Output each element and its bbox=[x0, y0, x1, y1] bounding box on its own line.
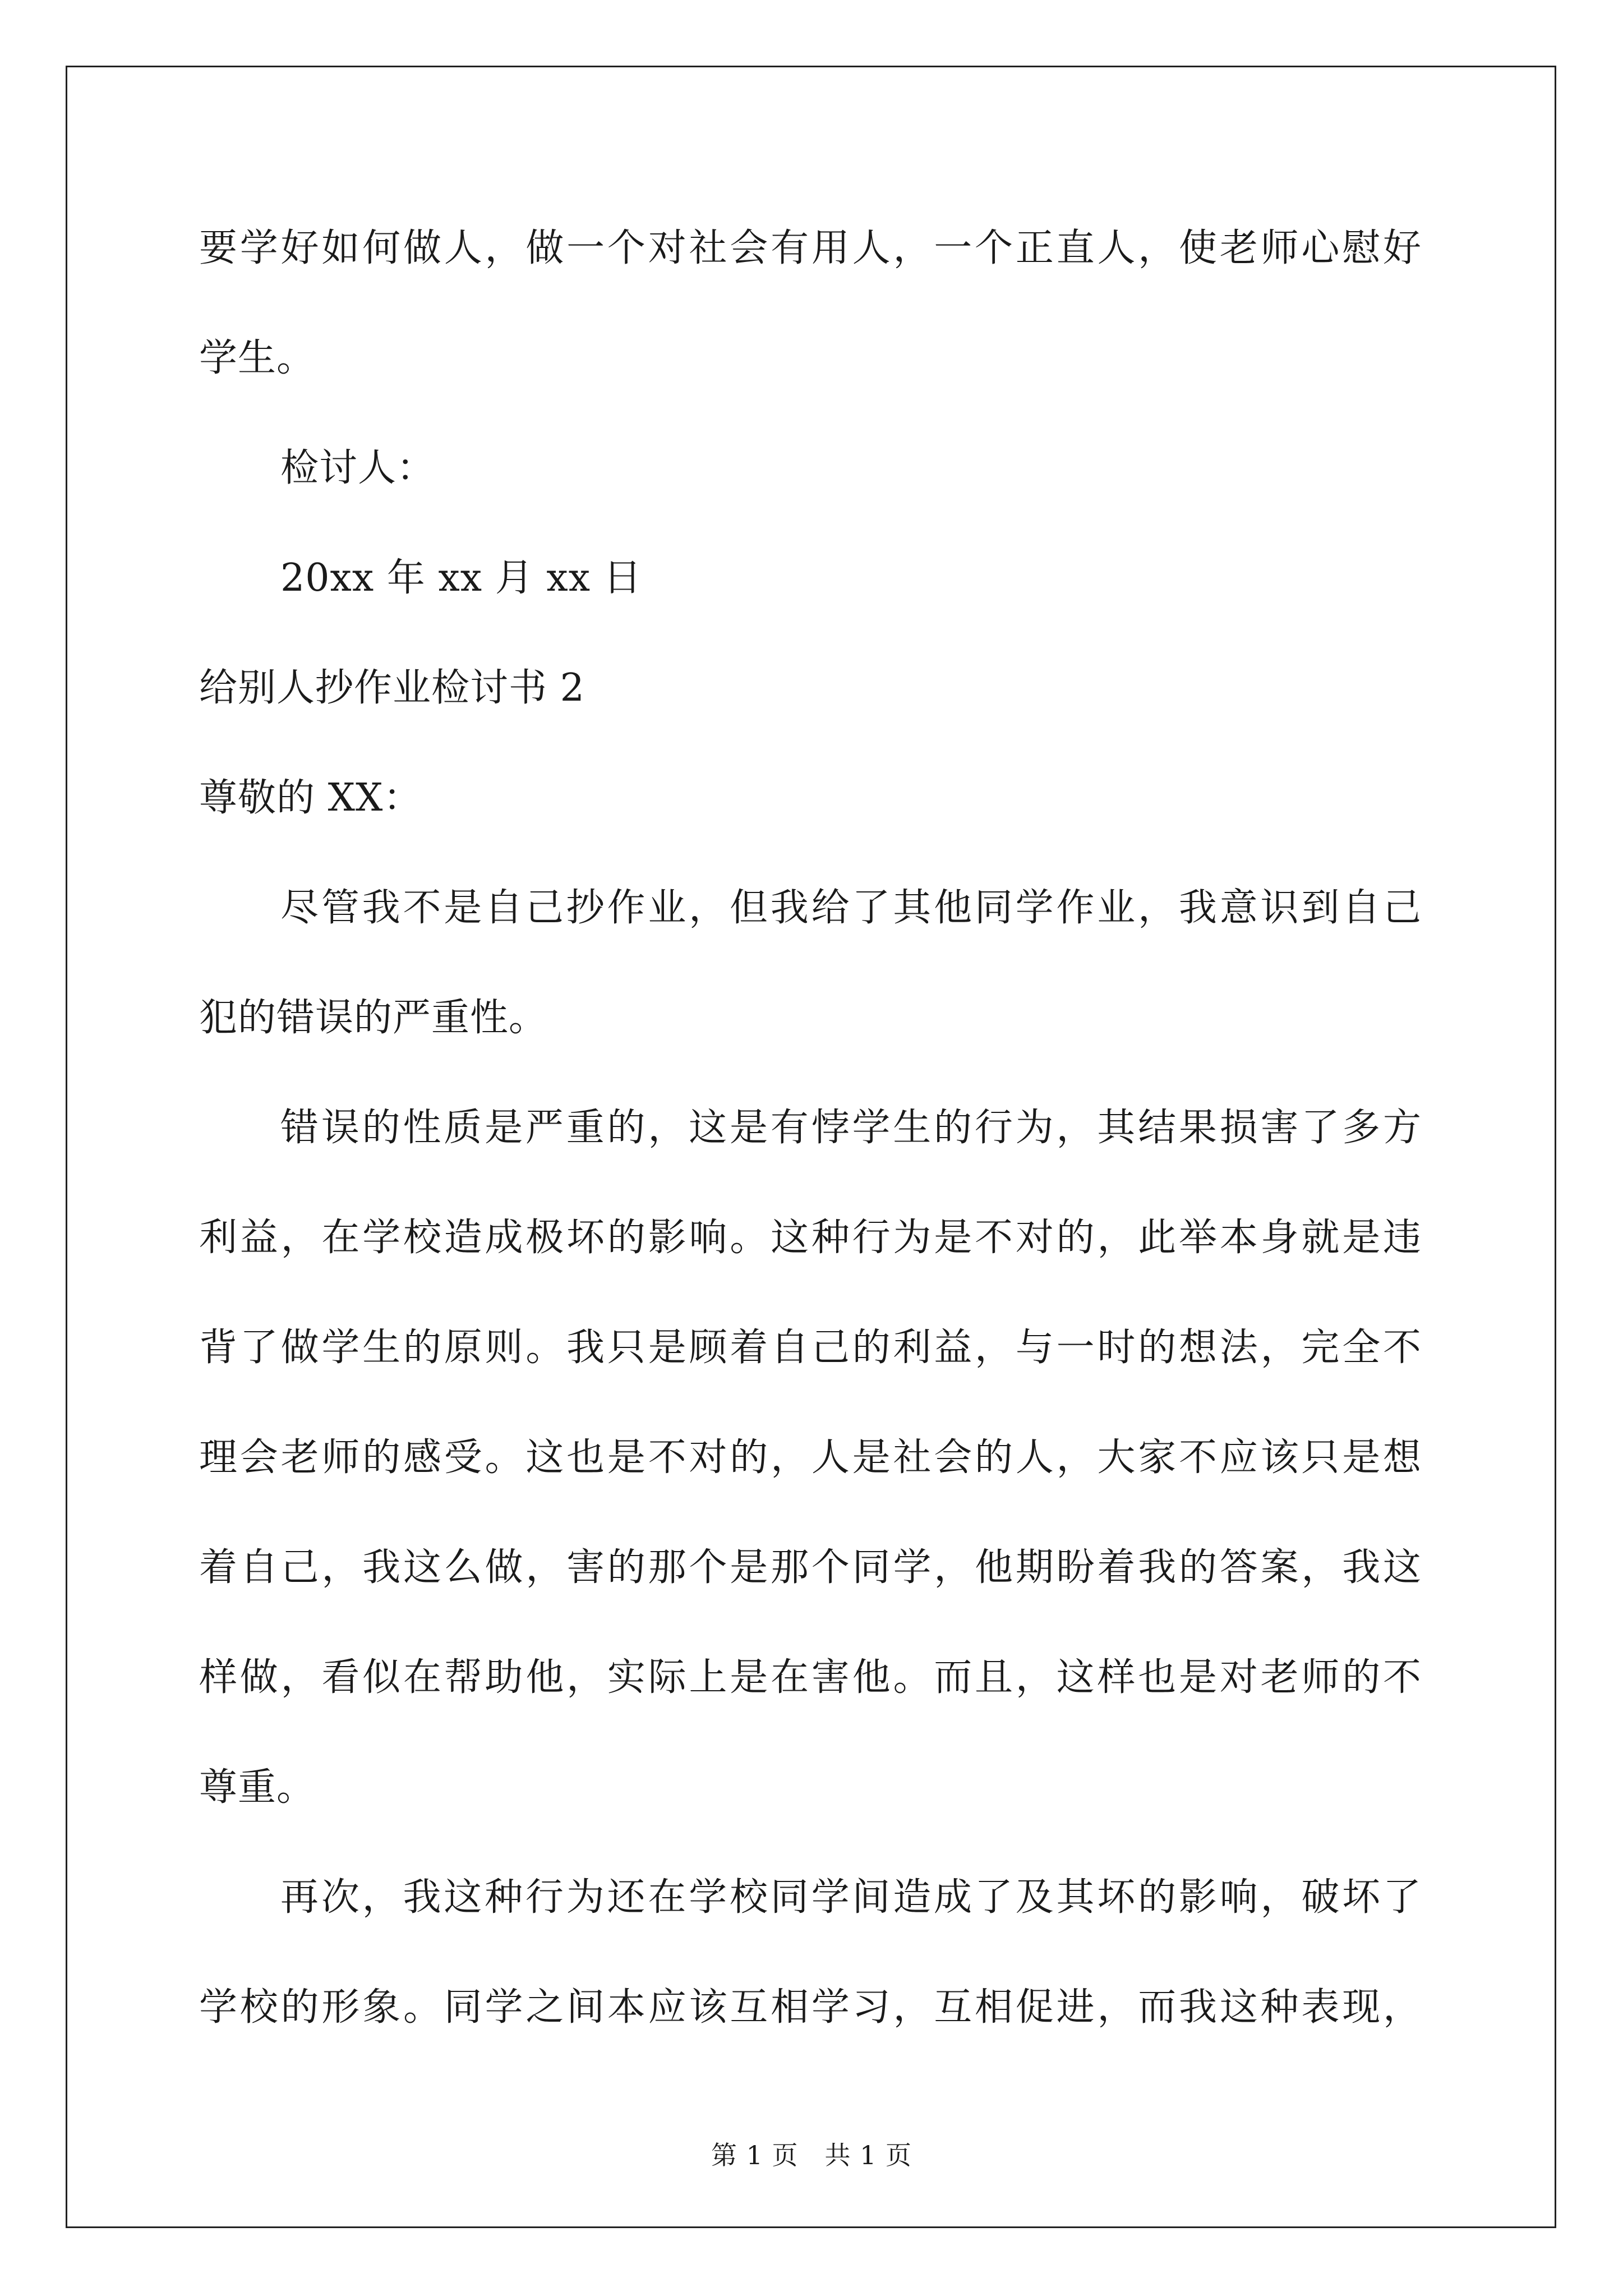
paragraph-3-line-1: 错误的性质是严重的，这是有悖学生的行为，其结果损害了多方 bbox=[280, 1106, 1422, 1150]
section-title: 给别人抄作业检讨书 2 bbox=[199, 666, 585, 710]
salutation: 尊敬的 XX： bbox=[199, 776, 422, 820]
paragraph-3-line-7: 尊重。 bbox=[199, 1765, 316, 1810]
paragraph-4-line-1: 再次，我这种行为还在学校同学间造成了及其坏的影响，破坏了 bbox=[280, 1875, 1422, 1920]
signature-label: 检讨人： bbox=[280, 446, 436, 490]
paragraph-3-line-3: 背了做学生的原则。我只是顾着自己的利益，与一时的想法，完全不 bbox=[199, 1326, 1422, 1370]
paragraph-2-line-2: 犯的错误的严重性。 bbox=[199, 996, 548, 1040]
paragraph-4-line-2: 学校的形象。同学之间本应该互相学习，互相促进，而我这种表现， bbox=[199, 1985, 1422, 2030]
paragraph-3-line-4: 理会老师的感受。这也是不对的，人是社会的人，大家不应该只是想 bbox=[199, 1435, 1422, 1480]
paragraph-2-line-1: 尽管我不是自己抄作业，但我给了其他同学作业，我意识到自己 bbox=[280, 886, 1422, 930]
paragraph-3-line-6: 样做，看似在帮助他，实际上是在害他。而且，这样也是对老师的不 bbox=[199, 1655, 1422, 1700]
date-line: 20xx 年 xx 月 xx 日 bbox=[280, 556, 642, 600]
paragraph-1-line-1: 要学好如何做人，做一个对社会有用人，一个正直人，使老师心慰好 bbox=[199, 226, 1422, 270]
page-footer: 第 1 页 共 1 页 bbox=[711, 2140, 912, 2170]
paragraph-1-line-2: 学生。 bbox=[199, 336, 316, 380]
paragraph-3-line-5: 着自己，我这么做，害的那个是那个同学，他期盼着我的答案，我这 bbox=[199, 1545, 1422, 1590]
paragraph-3-line-2: 利益，在学校造成极坏的影响。这种行为是不对的，此举本身就是违 bbox=[199, 1216, 1422, 1260]
